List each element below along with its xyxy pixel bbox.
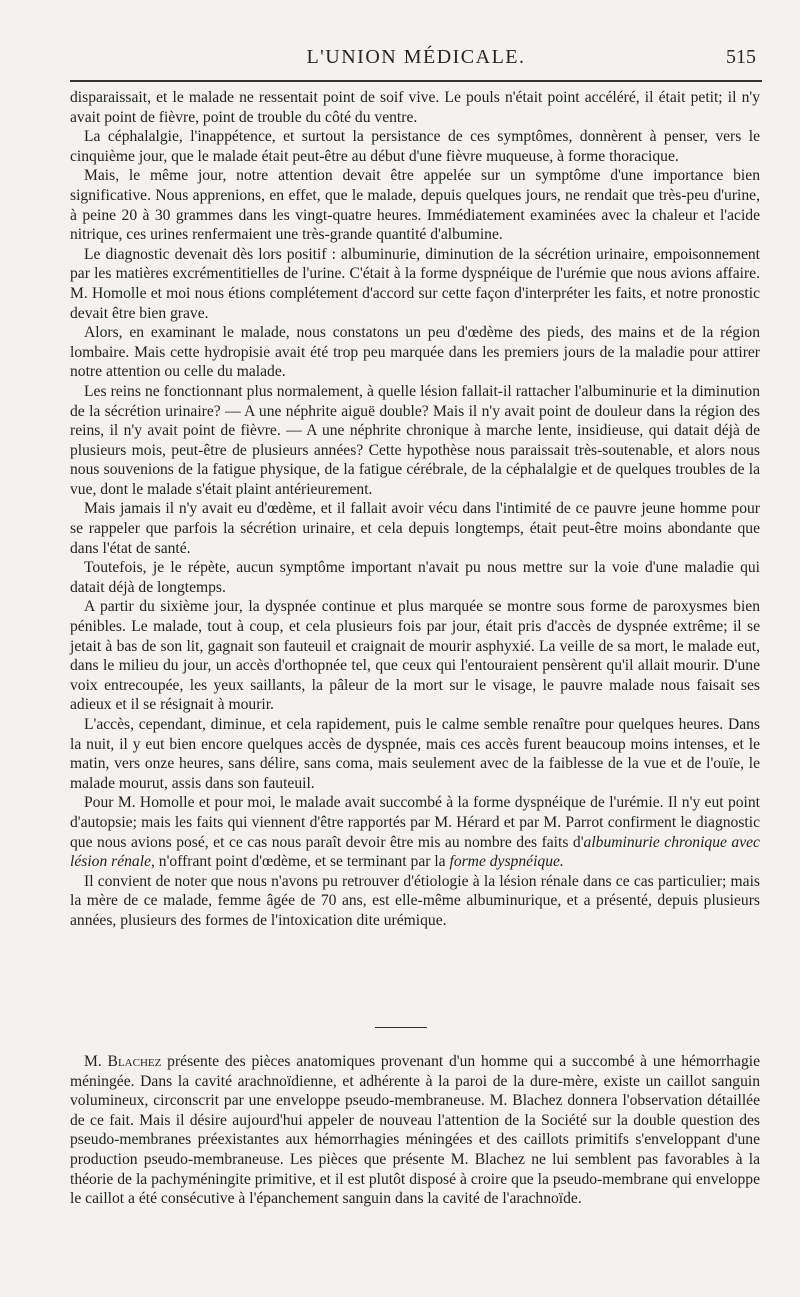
blachez-section: [70, 1052, 760, 1209]
paragraph: Le diagnostic devenait dès lors positif : albuminurie, diminution de la sécrétion urinaire, empoisonnement par les matières excrémentitielles de l'urine. C'était à la forme dyspnéique de l'urémie que nous avions affaire. M. Homolle et moi nous étions complétement d'accord sur cette façon d'interpréter les faits, et notre pronostic devait être bien grave.: [70, 245, 760, 322]
paragraph: Les reins ne fonctionnant plus normalement, à quelle lésion fallait-il rattacher l'albuminurie et la diminution de la sécrétion urinaire? — A une néphrite aiguë double? Mais il n'y avait point de douleur dans la région des reins, il n'y avait point de fièvre. — A une néphrite chronique à marche lente, insidieuse, qui datait déjà de plusieurs mois, peut-être de plusieurs années? Cette hypothèse nous paraissait très-soutenable, et alors nous nous souvenions de la fatigue physique, de la fatigue cérébrale, de la céphalalgie et de quelques troubles de la vue, dont le malade s'était plaint antérieurement.: [70, 382, 760, 498]
paragraph: La céphalalgie, l'inappétence, et surtout la persistance de ces symptômes, donnèrent à penser, vers le cinquième jour, que le malade était peut-être au début d'une fièvre muqueuse, à forme thoracique.: [70, 128, 760, 165]
paragraph: Toutefois, je le répète, aucun symptôme important n'avait pu nous mettre sur la voie d'une maladie qui datait déjà de longtemps.: [70, 559, 760, 596]
paragraph: Alors, en examinant le malade, nous constatons un peu d'œdème des pieds, des mains et de la région lombaire. Mais cette hydropisie avait été trop peu marquée dans les premiers jours de la maladie pour attirer notre attention ou celle du malade.: [70, 324, 760, 381]
paragraph-with-italics: [70, 793, 760, 871]
paragraph: Mais jamais il n'y avait eu d'œdème, et il fallait avoir vécu dans l'intimité de ce pauvre jeune homme pour se rappeler que parfois la sécrétion urinaire, et cela depuis longtemps, était peut-être moins abondante que dans l'état de santé.: [70, 500, 760, 557]
section-separator: [375, 1027, 427, 1028]
italic-phrase: forme dyspnéique.: [449, 853, 564, 871]
article-body: [70, 88, 760, 931]
paragraph: Il convient de noter que nous n'avons pu retrouver d'étiologie à la lésion rénale dans ce cas particulier; mais la mère de ce malade, femme âgée de 70 ans, est elle-même albuminurique, et a présenté, depuis plusieurs années, plusieurs des formes de l'intoxication dite urémique.: [70, 872, 760, 929]
paragraph: disparaissait, et le malade ne ressentait point de soif vive. Le pouls n'était point accéléré, il était petit; il n'y avait point de fièvre, point de trouble du côté du ventre.: [70, 89, 760, 126]
paragraph: L'accès, cependant, diminue, et cela rapidement, puis le calme semble renaître pour quelques heures. Dans la nuit, il y eut bien encore quelques accès de dyspnée, mais ces accès furent beaucoup moins intenses, et le matin, vers onze heures, sans délire, sans coma, mais seulement avec de la faiblesse de la vue et de l'ouïe, le malade mourut, assis dans son fauteuil.: [70, 716, 760, 792]
paragraph-text: n'offrant point d'œdème, et se terminant par la: [154, 853, 450, 871]
journal-title: L'UNION MÉDICALE.: [306, 46, 526, 68]
paragraph: A partir du sixième jour, la dyspnée continue et plus marquée se montre sous forme de paroxysmes bien pénibles. Le malade, tout à coup, et cela plusieurs fois par jour, était pris d'accès de dyspnée extrême; il se jetait à bas de son lit, gagnait son fauteuil et craignait de mourir asphyxié. La veille de sa mort, le malade eut, dans le milieu du jour, un accès d'orthopnée tel, que ceux qui l'entouraient pensèrent qu'il allait mourir. D'une voix entrecoupée, les yeux saillants, la pâleur de la mort sur le visage, le pauvre malade nous faisait ses adieux et il se résignait à mourir.: [70, 598, 760, 714]
speaker-name: M. Blachez: [84, 1053, 162, 1070]
header-rule: [70, 80, 762, 82]
paragraph-text: Pour M. Homolle et pour moi, le malade avait succombé à la forme dyspnéique de l'urémie. Il n'y eut point d'autopsie; mais les faits qui viennent d'être rapportés par M. Hérard et par M. Parrot confirment le diagnostic que nous avions posé, et ce cas nous paraît devoir être mis au nombre des faits d': [70, 794, 760, 851]
page-number: 515: [726, 46, 756, 68]
running-head: [70, 46, 762, 76]
paragraph-text: présente des pièces anatomiques provenant d'un homme qui a succombé à une hémorrhagie méningée. Dans la cavité arachnoïdienne, et adhérente à la paroi de la dure-mère, existe un caillot sanguin volumineux, circonscrit par une enveloppe pseudo-membraneuse. M. Blachez donnera l'observation détaillée de ce fait. Mais il désire aujourd'hui appeler de nouveau l'attention de la Société sur la double question des pseudo-membranes préexistantes aux hémorrhagies méningées et des caillots primitifs s'enveloppant d'une production pseudo-membraneuse. Les pièces que présente M. Blachez ne lui semblent pas favorables à la théorie de la pachyméningite primitive, et il est plutôt disposé à croire que la pseudo-membrane qui enveloppe le caillot a été consécutive à l'épanchement sanguin dans la cavité de l'arachnoïde.: [70, 1053, 760, 1208]
italic-phrase: albuminurie chronique avec lésion rénale,: [70, 833, 760, 871]
paragraph: [70, 1052, 760, 1209]
paragraph: Mais, le même jour, notre attention devait être appelée sur un symptôme d'une importance bien significative. Nous apprenions, en effet, que le malade, depuis quelques jours, ne rendait que très-peu d'urine, à peine 20 à 30 grammes dans les vingt-quatre heures. Immédiatement examinées avec la chaleur et l'acide nitrique, ces urines renfermaient une très-grande quantité d'albumine.: [70, 167, 760, 244]
